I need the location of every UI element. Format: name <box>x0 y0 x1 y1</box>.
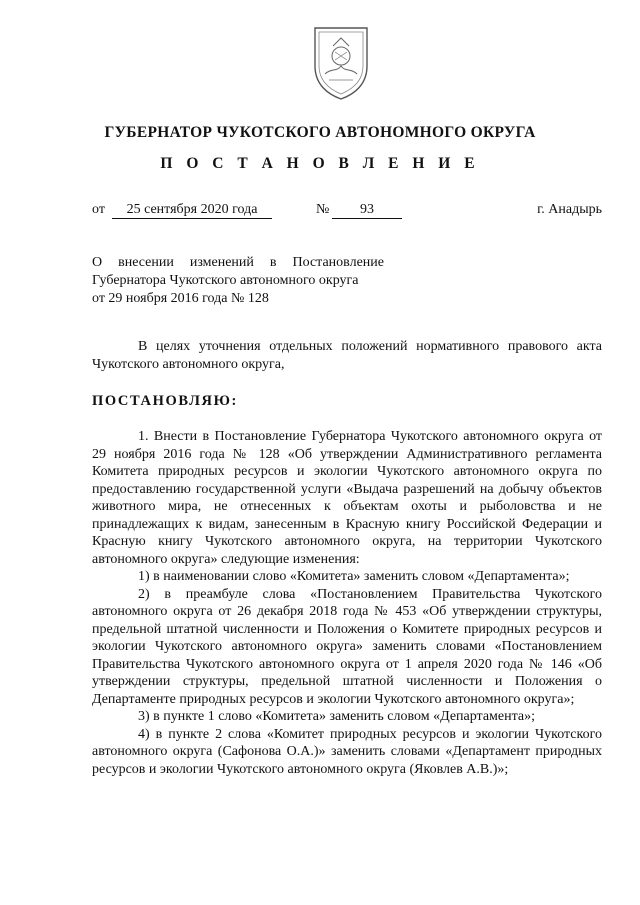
document-city: г. Анадырь <box>537 202 602 217</box>
date-line <box>92 202 602 222</box>
paragraph: 2) в преамбуле слова «Постановлением Правительства Чукотского автономного округа от 26 декабря 2018 года № 453 «Об утверждении структуры, предельной штатной численности и Положения о Комитете природных ресурсов и экологии Чукотского автономного округа» заменить словами «Постановлением Правительства Чукотского автономного округа от 1 апреля 2020 года № 146 «Об утверждении структуры, предельной штатной численности и Положения о Департаменте природных ресурсов и экологии Чукотского автономного округа»; <box>92 586 602 707</box>
document-subject <box>92 254 392 308</box>
number-sign: № <box>316 202 330 217</box>
paragraph: 1) в наименовании слово «Комитета» заменить словом «Департамента»; <box>138 569 570 584</box>
preamble <box>92 338 602 373</box>
subject-line: от 29 ноября 2016 года № 128 <box>92 291 269 306</box>
paragraph: 1. Внести в Постановление Губернатора Чукотского автономного округа от 29 ноября 2016 года № 128 «Об утверждении Административного регламента Комитета природных ресурсов и экологии Чукотского автономного округа по предоставлению государственной услуги «Выдача разрешений на добычу объектов животного мира, не отнесенных к объектам охоты и рыболовства и не принадлежащих к видам, занесенным в Красную книгу Российской Федерации и Красную книгу Чукотского автономного округа, на территории Чукотского автономного округа» следующие изменения: <box>92 429 602 567</box>
issuing-authority: ГУБЕРНАТОР ЧУКОТСКОГО АВТОНОМНОГО ОКРУГА <box>104 124 536 141</box>
paragraph: 3) в пункте 1 слово «Комитета» заменить словом «Департамента»; <box>138 709 536 724</box>
subject-line: Губернатора Чукотского автономного округа <box>92 273 359 288</box>
decree-heading: ПОСТАНОВЛЯЮ: <box>92 393 238 409</box>
preamble-text: В целях уточнения отдельных положений нормативного правового акта Чукотского автономного округа, <box>92 339 602 372</box>
paragraph: 4) в пункте 2 слова «Комитет природных ресурсов и экологии Чукотского автономного округа (Сафонова О.А.)» заменить словами «Департамент природных ресурсов и экологии Чукотского автономного округа (Яковлев А.В.)»; <box>92 726 602 777</box>
document-body <box>92 428 602 778</box>
subject-line: О внесении изменений в Постановление <box>92 255 384 270</box>
chukotka-coat-of-arms-icon <box>309 22 373 102</box>
document-date: 25 сентября 2020 года <box>126 202 258 217</box>
document-number: 93 <box>360 202 374 217</box>
date-prefix: от <box>92 202 105 217</box>
document-type: П О С Т А Н О В Л Е Н И Е <box>160 155 480 172</box>
